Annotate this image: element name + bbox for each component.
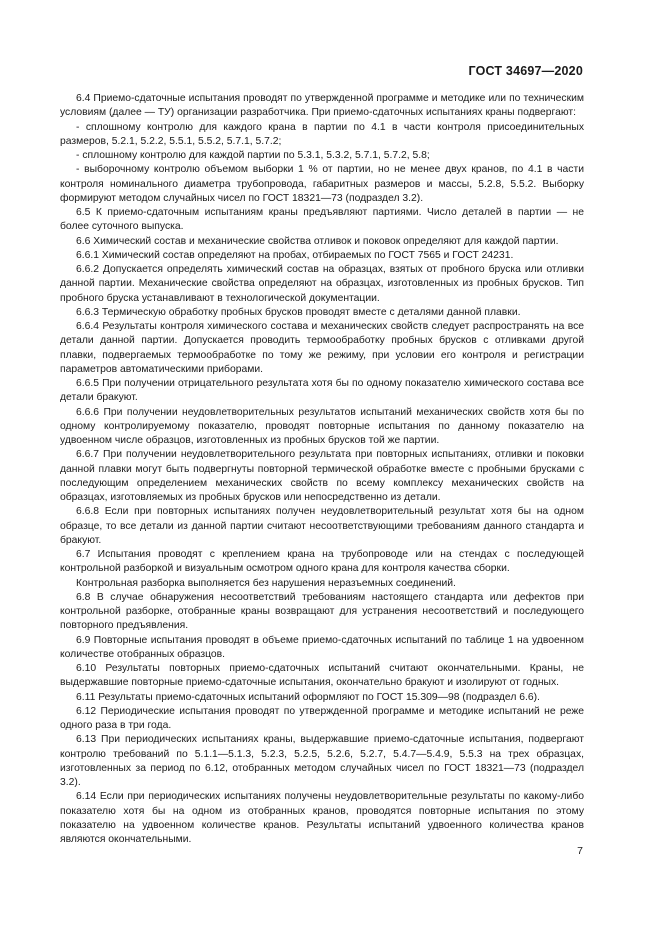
paragraph-6-6-3: 6.6.3 Термическую обработку пробных брусков проводят вместе с деталями данной плавки. [76, 306, 521, 318]
paragraph-control-disassembly: Контрольная разборка выполняется без нарушения неразъемных соединений. [76, 577, 456, 589]
paragraph-6-7: 6.7 Испытания проводят с креплением крана на трубопроводе или на стендах с последующей контрольной разборкой и визуальным осмотром одного крана для контроля качества сборки. [60, 549, 584, 575]
paragraph-6-6-6: 6.6.6 При получении неудовлетворительных результатов испытаний механических свойств хотя бы по одному контролируемому показателю, проводят повторные испытания по данному показателю на удвоенном числе образцов, изготовленных из пробных брусков той же партии. [60, 406, 584, 446]
paragraph-6-12: 6.12 Периодические испытания проводят по утвержденной программе и методике испытаний не реже одного раза в три года. [60, 705, 584, 731]
paragraph-6-13: 6.13 При периодических испытаниях краны, выдержавшие приемо-сдаточные испытания, подвергают контролю требований по 5.1.1—5.1.3, 5.2.3, 5.2.5, 5.2.6, 5.2.7, 5.4.7—5.4.9, 5.5.3 на трех образцах, изготовленных за период по 6.12, отобранных методом случайных чисел по ГОСТ 18321—73 (подраздел 3.2). [60, 734, 584, 788]
paragraph-6-6-8: 6.6.8 Если при повторных испытаниях получен неудовлетворительный результат хотя бы на одном образце, то все детали из данной партии считают несоответствующими требованиям данного стандарта и бракуют. [60, 506, 584, 546]
paragraph-6-6-1: 6.6.1 Химический состав определяют на пробах, отбираемых по ГОСТ 7565 и ГОСТ 24231. [76, 249, 514, 261]
document-body [60, 92, 584, 847]
paragraph-6-6-7: 6.6.7 При получении неудовлетворительного результата при повторных испытаниях, отливки и поковки данной плавки могут быть подвергнуты повторной термической обработке вместе с пробными брусками с последующим определением механических свойств по всему комплексу механических свойств на образцах, изготовляемых из пробных брусков или непосредственно из детали. [60, 449, 584, 503]
paragraph-6-5: 6.5 К приемо-сдаточным испытаниям краны предъявляют партиями. Число деталей в партии — не более суточного выпуска. [60, 207, 584, 233]
paragraph-6-6-5: 6.6.5 При получении отрицательного результата хотя бы по одному показателю химического состава все детали бракуют. [60, 378, 584, 404]
paragraph-6-14: 6.14 Если при периодических испытаниях получены неудовлетворительные результаты по какому-либо показателю хотя бы на одном из отобранных кранов, проводятся повторные испытания по этому показателю на удвоенном количестве кранов. Результаты испытаний удвоенного количества кранов являются окончательными. [60, 791, 584, 845]
paragraph-6-6-4: 6.6.4 Результаты контроля химического состава и механических свойств следует распространять на все детали данной партии. Допускается проводить термообработку пробных брусков с отливками другой плавки, подвергаемых термообработке по тому же режиму, при условии его контроля и регистрации параметров автоматическими приборами. [60, 321, 584, 375]
paragraph-6-6: 6.6 Химический состав и механические свойства отливок и поковок определяют для каждой партии. [76, 235, 559, 247]
paragraph-6-4: 6.4 Приемо-сдаточные испытания проводят по утвержденной программе и методике или по техническим условиям (далее — ТУ) организации разработчика. При приемо-сдаточных испытаниях краны подвергают: [60, 93, 584, 119]
list-item: - сплошному контролю для каждой партии по 5.3.1, 5.3.2, 5.7.1, 5.7.2, 5.8; [76, 150, 430, 161]
page-number: 7 [577, 845, 583, 857]
document-header: ГОСТ 34697—2020 [468, 64, 583, 78]
paragraph-6-11: 6.11 Результаты приемо-сдаточных испытаний оформляют по ГОСТ 15.309—98 (подраздел 6.6). [76, 691, 540, 703]
paragraph-6-9: 6.9 Повторные испытания проводят в объеме приемо-сдаточных испытаний по таблице 1 на удвоенном количестве отобранных образцов. [60, 634, 584, 660]
list-item: - сплошному контролю для каждого крана в партии по 4.1 в части контроля присоединительных размеров, 5.2.1, 5.2.2, 5.5.1, 5.5.2, 5.7.1, 5.7.2; [60, 121, 584, 147]
paragraph-6-10: 6.10 Результаты повторных приемо-сдаточных испытаний считают окончательными. Краны, не выдержавшие повторные приемо-сдаточные испытания, окончательно бракуют и изолируют от годных. [60, 663, 584, 689]
list-item: - выборочному контролю объемом выборки 1 % от партии, но не менее двух кранов, по 4.1 в части контроля номинального диаметра трубопровода, габаритных размеров и массы, 5.2.8, 5.5.2. Выборку формируют методом случайных чисел по ГОСТ 18321—73 (подраздел 3.2). [60, 164, 584, 204]
paragraph-6-6-2: 6.6.2 Допускается определять химический состав на образцах, взятых от пробного бруска или отливки данной партии. Механические свойства определяют на образцах, изготовленных из пробных брусков. Тип пробного бруска устанавливают в технологической документации. [60, 264, 584, 304]
paragraph-6-8: 6.8 В случае обнаружения несоответствий требованиям настоящего стандарта или дефектов при контрольной разборке, отобранные краны возвращают для устранения несоответствий и последующего повторного предъявления. [60, 591, 584, 632]
